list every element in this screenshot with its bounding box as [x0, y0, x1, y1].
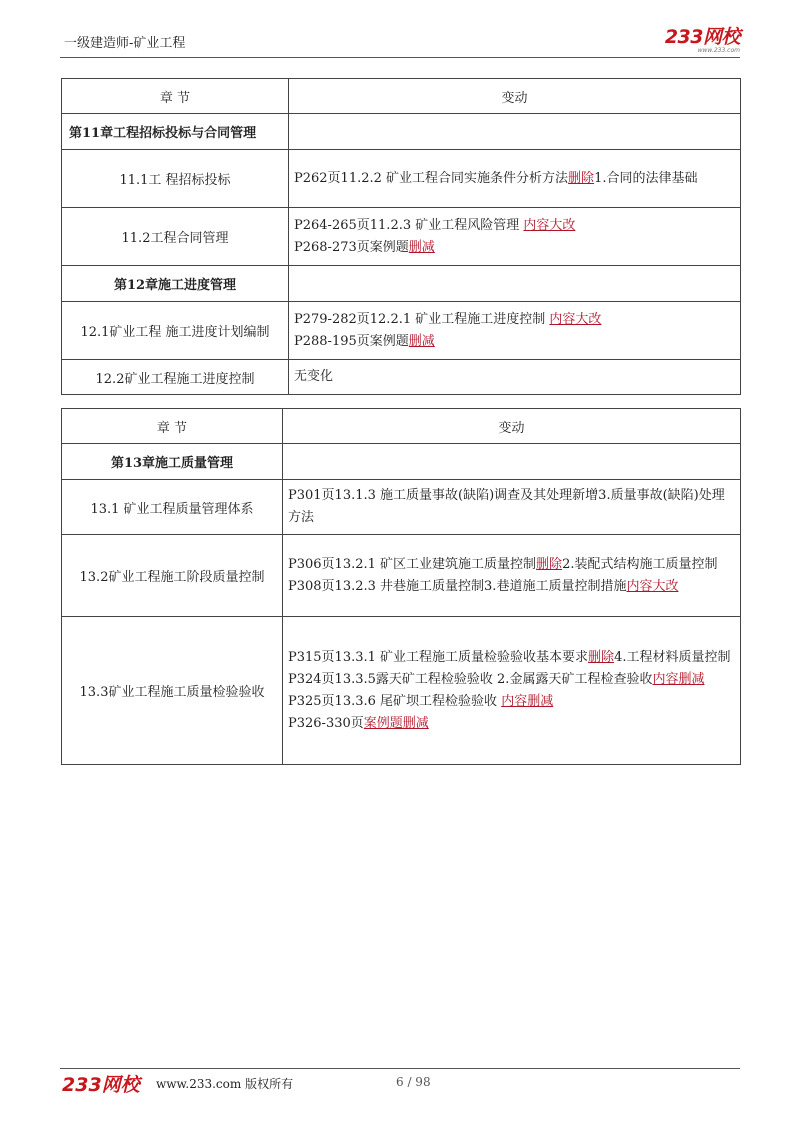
col-change-header: 变动	[283, 409, 741, 444]
chapter-cell: 13.2矿业工程施工阶段质量控制	[62, 535, 283, 617]
table-header-row	[62, 409, 741, 444]
change-cell	[289, 266, 741, 302]
change-text: P301页13.1.3 施工质量事故(缺陷)调查及其处理新增3.质量事故(缺陷)处理方法	[288, 488, 725, 525]
change-cell	[283, 617, 741, 765]
change-cell	[289, 360, 741, 395]
table-row	[62, 535, 741, 617]
change-line	[294, 168, 735, 190]
change-text: 4.工程材料质量控制	[614, 649, 731, 665]
change-tag: 内容删减	[652, 671, 705, 687]
chapter-cell: 13.1 矿业工程质量管理体系	[62, 480, 283, 535]
footer-copyright: www.233.com 版权所有	[156, 1077, 294, 1091]
change-line	[294, 215, 735, 237]
page-number: 6 / 98	[396, 1075, 431, 1089]
change-tag: 内容删减	[501, 693, 554, 709]
changes-table-2	[61, 408, 741, 765]
change-text: P279-282页12.2.1 矿业工程施工进度控制	[294, 311, 550, 327]
change-cell	[283, 535, 741, 617]
change-line	[294, 331, 735, 353]
logo-text: 233网校	[664, 26, 740, 48]
change-line	[288, 576, 735, 598]
page-footer	[60, 1060, 740, 1100]
page-header	[60, 22, 740, 56]
change-cell	[283, 444, 741, 480]
table-row	[62, 266, 741, 302]
change-cell	[289, 208, 741, 266]
change-tag: 删减	[408, 333, 435, 349]
change-cell	[289, 114, 741, 150]
footer-divider	[60, 1068, 740, 1069]
table-row	[62, 480, 741, 535]
header-divider	[60, 57, 740, 58]
change-line	[294, 366, 735, 388]
chapter-cell: 第12章施工进度管理	[62, 266, 289, 302]
change-text: P325页13.3.6 尾矿坝工程检验验收	[288, 693, 502, 709]
change-text: P308页13.2.3 井巷施工质量控制3.巷道施工质量控制措施	[288, 578, 627, 594]
change-line	[288, 485, 735, 529]
change-tag: 删除	[536, 556, 563, 572]
change-text: P268-273页案例题	[294, 239, 409, 255]
table-row	[62, 444, 741, 480]
table-header-row	[62, 79, 741, 114]
header-title: 一级建造师-矿业工程	[64, 36, 186, 51]
change-line	[288, 713, 735, 735]
change-tag: 内容大改	[626, 578, 679, 594]
change-text: 1.合同的法律基础	[594, 170, 698, 186]
col-change-header: 变动	[289, 79, 741, 114]
table-row	[62, 208, 741, 266]
change-tag: 案例题删减	[363, 715, 429, 731]
table-row	[62, 617, 741, 765]
change-line	[288, 554, 735, 576]
chapter-cell: 13.3矿业工程施工质量检验验收	[62, 617, 283, 765]
change-text: P326-330页	[288, 715, 364, 731]
change-text: P306页13.2.1 矿区工业建筑施工质量控制	[288, 556, 537, 572]
change-tag: 删减	[408, 239, 435, 255]
chapter-cell: 第13章施工质量管理	[62, 444, 283, 480]
table-row	[62, 360, 741, 395]
change-line	[294, 309, 735, 331]
changes-table-1	[61, 78, 741, 395]
table-row	[62, 302, 741, 360]
col-chapter-header: 章 节	[62, 79, 289, 114]
change-line	[288, 691, 735, 713]
change-text: P288-195页案例题	[294, 333, 409, 349]
footer-logo: 233网校	[62, 1074, 140, 1096]
change-text: P315页13.3.1 矿业工程施工质量检验验收基本要求	[288, 649, 589, 665]
col-chapter-header: 章 节	[62, 409, 283, 444]
chapter-cell: 第11章工程招标投标与合同管理	[62, 114, 289, 150]
change-tag: 内容大改	[523, 217, 576, 233]
change-line	[288, 669, 735, 691]
change-tag: 内容大改	[549, 311, 602, 327]
change-text: P324页13.3.5露天矿工程检验验收 2.金属露天矿工程检查验收	[288, 671, 653, 687]
brand-logo	[665, 22, 740, 54]
change-tag: 删除	[588, 649, 615, 665]
chapter-cell: 12.2矿业工程施工进度控制	[62, 360, 289, 395]
chapter-cell: 11.2工程合同管理	[62, 208, 289, 266]
change-cell	[289, 302, 741, 360]
change-line	[294, 237, 735, 259]
chapter-cell: 12.1矿业工程 施工进度计划编制	[62, 302, 289, 360]
change-text: 2.装配式结构施工质量控制	[562, 556, 718, 572]
logo-url: www.233.com	[697, 47, 740, 54]
table-row	[62, 150, 741, 208]
change-tag: 删除	[568, 170, 595, 186]
change-cell	[283, 480, 741, 535]
table-row	[62, 114, 741, 150]
change-line	[288, 647, 735, 669]
change-cell	[289, 150, 741, 208]
chapter-cell: 11.1工 程招标投标	[62, 150, 289, 208]
change-text: P262页11.2.2 矿业工程合同实施条件分析方法	[294, 170, 569, 186]
change-text: P264-265页11.2.3 矿业工程风险管理	[294, 217, 524, 233]
change-text: 无变化	[294, 369, 334, 384]
